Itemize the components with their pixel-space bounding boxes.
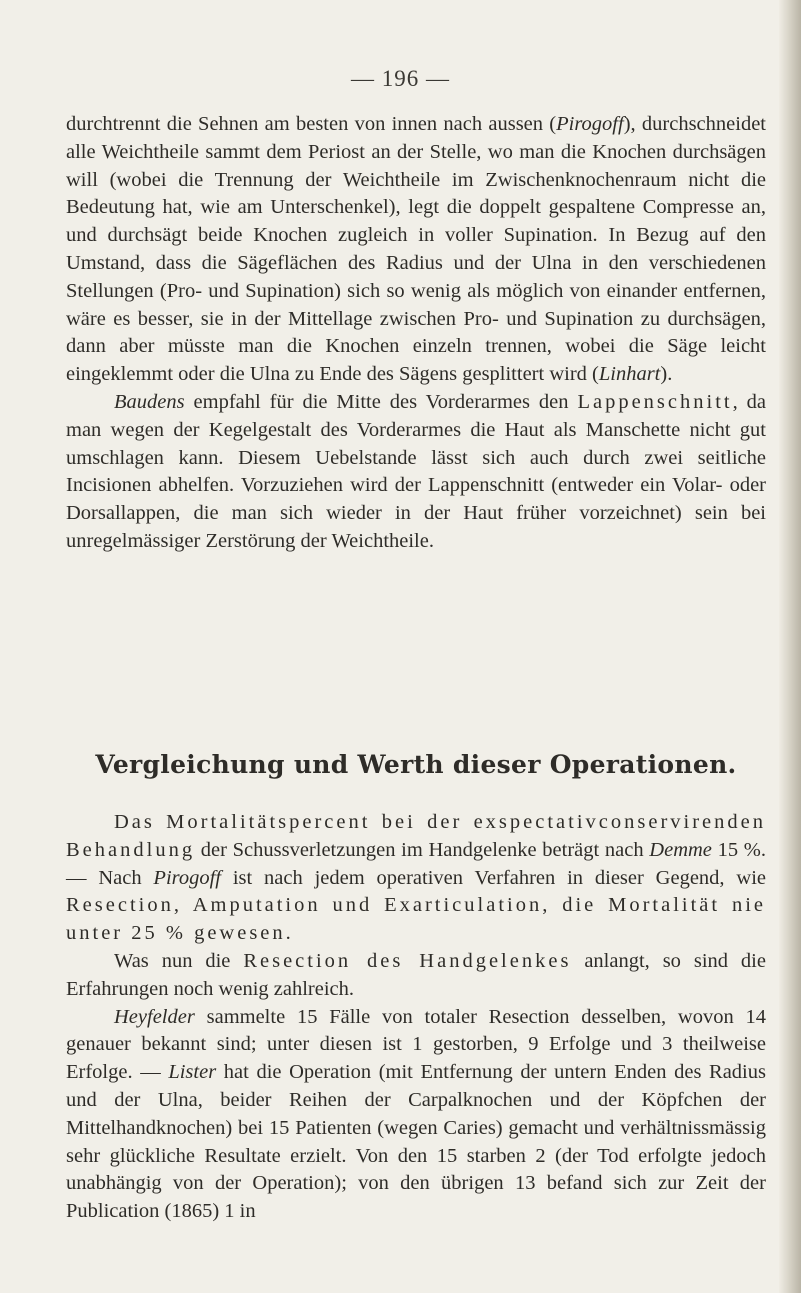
emphasized-term: Resection des Handgelenkes xyxy=(243,949,572,972)
emphasized-term: Resection, Amputation und Exarticulation, die Mortalität nie unter 25 % gewesen. xyxy=(66,894,766,945)
author-name: Baudens xyxy=(114,390,185,413)
page-number: — 196 — xyxy=(351,66,450,91)
section-heading: Vergleichung und Werth dieser Operationen. xyxy=(95,750,737,779)
emphasized-term: Lappenschnitt xyxy=(577,390,733,413)
page-edge-shadow xyxy=(779,0,801,1293)
paragraph-lappenschnitt: Baudens empfahl für die Mitte des Vorderarmes den Lappenschnitt, da man wegen der Kegelgestalt des Vorderarmes die Haut als Manschette nicht gut umschlagen kann. Diesem Uebelstande lässt sich auch durch zwei seitliche Incisionen abhelfen. Vorzuziehen wird der Lappenschnitt (entweder ein Volar- oder Dorsallappen, die man sich wieder in der Haut früher vorzeichnet) sein bei unregelmässiger Zerstörung der Weichtheile. xyxy=(66,390,766,552)
paragraph-mortality: Das Mortalitätspercent bei der exspectativconservirenden Behandlung der Schussverletzungen im Handgelenke beträgt nach Demme 15 %. — Nach Pirogoff ist nach jedem operativen Verfahren in dieser Gegend, wie Resection, Amputation und Exarticulation, die Mortalität nie unter 25 % gewesen. xyxy=(66,811,766,945)
text-block-lower xyxy=(66,809,766,1226)
emphasized-term: Das Mortalitätspercent bei der exspectativconservirenden Behandlung xyxy=(66,811,766,861)
author-name: Demme xyxy=(649,838,712,861)
author-name: Pirogoff xyxy=(153,866,221,889)
paragraph-resection: Was nun die Resection des Handgelenkes anlangt, so sind die Erfahrungen noch wenig zahlreich. xyxy=(66,949,766,1000)
paragraph-amputation-technique: durchtrennt die Sehnen am besten von innen nach aussen (Pirogoff), durchschneidet alle Weichtheile sammt dem Periost an der Stelle, wo man die Knochen durchsägen will (wobei die Trennung der Weichtheile im Zwischenknochenraum nicht die Bedeutung hat, wie am Unterschenkel), legt die doppelt gespaltene Compresse an, und durchsägt beide Knochen zugleich in voller Supination. In Bezug auf den Umstand, dass die Sägeflächen des Radius und der Ulna in den verschiedenen Stellungen (Pro- und Supination) sich so wenig als möglich von einander entfernen, wäre es besser, sie in der Mittellage zwischen Pro- und Supination zu durchsägen, dann aber müsste man die Knochen einzeln trennen, wobei die Säge leicht eingeklemmt oder die Ulna zu Ende des Sägens gesplittert wird (Linhart). xyxy=(66,113,766,386)
paragraph-case-statistics: Heyfelder sammelte 15 Fälle von totaler Resection desselben, wovon 14 genauer bekannt sind; unter diesen ist 1 gestorben, 9 Erfolge und 3 theilweise Erfolge. — Lister hat die Operation (mit Entfernung der untern Enden des Radius und der Ulna, beider Reihen der Carpalknochen und der Köpfchen der Mittelhandknochen) bei 15 Patienten (wegen Caries) gemacht und verhältnissmässig sehr glückliche Resultate erzielt. Von den 15 starben 2 (der Tod erfolgte jedoch unabhängig von der Operation); von den übrigen 13 befand sich zur Zeit der Publication (1865) 1 in xyxy=(66,1005,766,1223)
author-name: Pirogoff xyxy=(556,113,624,135)
author-name: Linhart xyxy=(598,363,661,386)
text-block-upper xyxy=(66,111,766,556)
author-name: Heyfelder xyxy=(114,1005,195,1028)
author-name: Lister xyxy=(168,1061,217,1084)
